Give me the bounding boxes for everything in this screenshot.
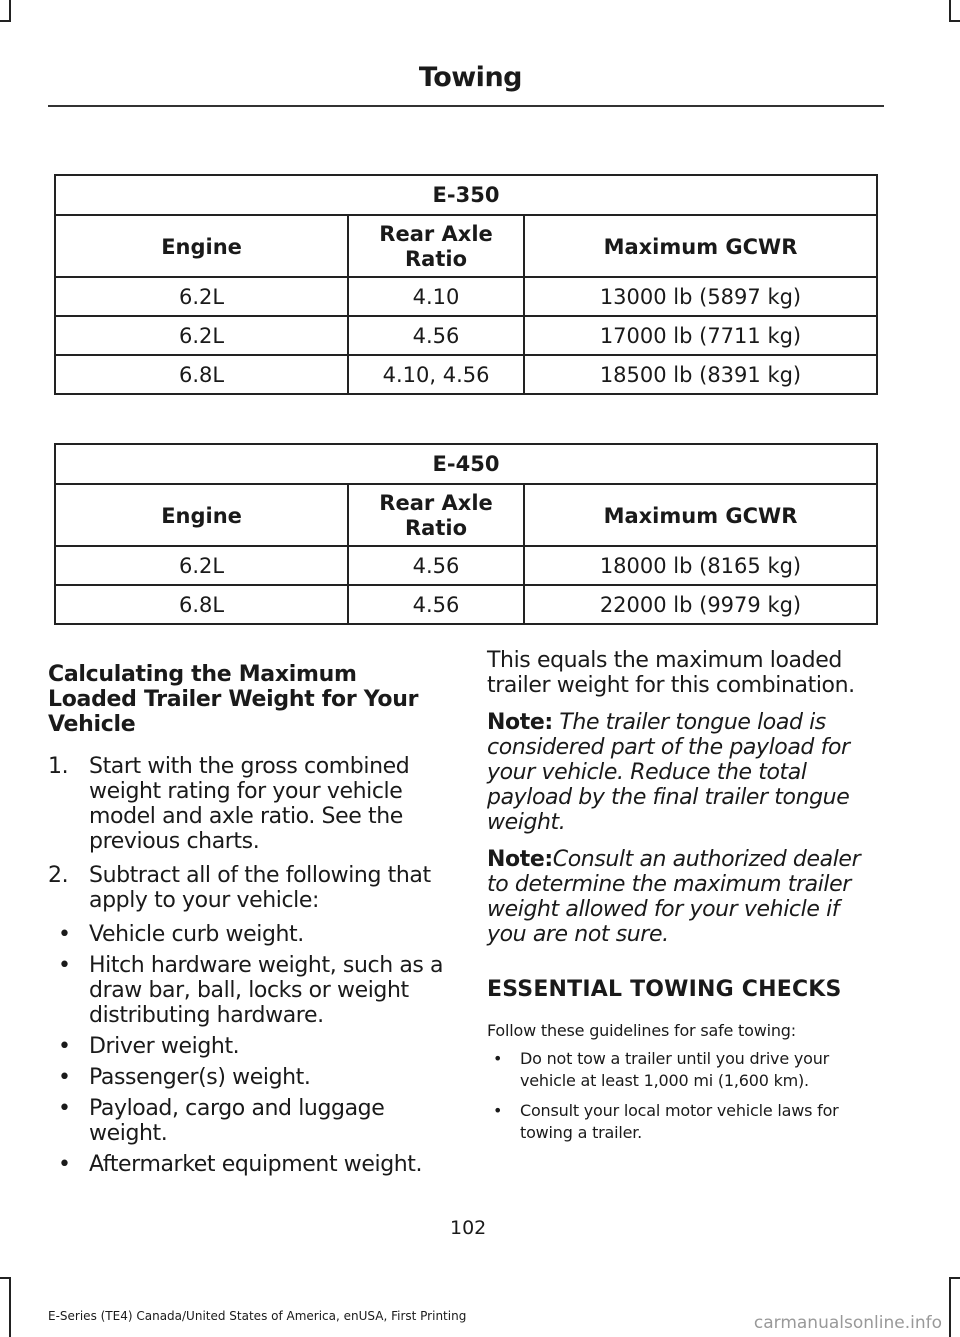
- note-label: Note:: [487, 847, 553, 872]
- list-item: [48, 863, 444, 913]
- crop-mark: [949, 1277, 960, 1279]
- page-title: Towing: [418, 62, 522, 93]
- cell-gcwr: 18000 lb (8165 kg): [524, 546, 877, 585]
- crop-mark: [9, 1277, 11, 1337]
- cell-engine: 6.2L: [55, 316, 348, 355]
- list-item: [48, 754, 444, 854]
- table-row: [55, 316, 877, 355]
- col-header-axle: [348, 484, 524, 546]
- page-number: 102: [450, 1217, 487, 1239]
- table-title: E-350: [55, 175, 877, 215]
- crop-mark: [949, 0, 951, 22]
- table-row: [55, 277, 877, 316]
- bullet-text: Passenger(s) weight.: [89, 1065, 311, 1090]
- list-text: Subtract all of the following that apply to your vehicle:: [89, 863, 431, 913]
- bullet-text: Payload, cargo and luggage weight.: [89, 1096, 385, 1146]
- bullet-item: [48, 922, 444, 947]
- bullet-glyph: •: [58, 1096, 71, 1121]
- col-header-axle-label: Rear Axle Ratio: [379, 222, 493, 271]
- crop-mark: [949, 1277, 951, 1337]
- section-title: ESSENTIAL TOWING CHECKS: [487, 977, 842, 1002]
- cell-gcwr: 18500 lb (8391 kg): [524, 355, 877, 394]
- bullet-glyph: •: [493, 1049, 503, 1068]
- intro-paragraph: This equals the maximum loaded trailer weight for this combination.: [487, 648, 855, 698]
- crop-mark: [0, 1277, 11, 1279]
- bullet-text: Aftermarket equipment weight.: [89, 1152, 423, 1177]
- col-header-engine: Engine: [55, 215, 348, 277]
- section-heading: Calculating the Maximum Loaded Trailer Weight for Your Vehicle: [48, 662, 419, 737]
- cell-axle: 4.10, 4.56: [348, 355, 524, 394]
- bullet-text: Driver weight.: [89, 1034, 240, 1059]
- col-header-engine: Engine: [55, 484, 348, 546]
- e450-table: [54, 443, 878, 625]
- bullet-item: [48, 1096, 444, 1146]
- guidelines-intro: Follow these guidelines for safe towing:: [487, 1021, 796, 1040]
- bullet-item: [48, 1065, 444, 1090]
- list-text: Start with the gross combined weight rating for your vehicle model and axle ratio. See the previous charts.: [89, 754, 410, 854]
- cell-axle: 4.56: [348, 316, 524, 355]
- cell-gcwr: 22000 lb (9979 kg): [524, 585, 877, 624]
- col-header-axle: [348, 215, 524, 277]
- crop-mark: [949, 20, 960, 22]
- bullet-item: [487, 1048, 883, 1092]
- cell-engine: 6.2L: [55, 546, 348, 585]
- col-header-gcwr: Maximum GCWR: [524, 484, 877, 546]
- note-paragraph: [487, 847, 883, 947]
- bullet-text: Do not tow a trailer until you drive your vehicle at least 1,000 mi (1,600 km).: [520, 1049, 830, 1090]
- table-title: E-450: [55, 444, 877, 484]
- bullet-item: [487, 1100, 883, 1144]
- footer-text: E-Series (TE4) Canada/United States of America, enUSA, First Printing: [48, 1309, 467, 1323]
- table-row: [55, 585, 877, 624]
- bullet-glyph: •: [58, 953, 71, 978]
- note-paragraph: [487, 710, 883, 835]
- note-text: The trailer tongue load is considered part of the payload for your vehicle. Reduce the total payload by the final trailer tongue weight.: [487, 710, 850, 835]
- bullet-text: Vehicle curb weight.: [89, 922, 304, 947]
- header-rule: [48, 105, 884, 107]
- bullet-glyph: •: [58, 1065, 71, 1090]
- table-row: [55, 355, 877, 394]
- cell-gcwr: 17000 lb (7711 kg): [524, 316, 877, 355]
- bullet-item: [48, 1152, 444, 1177]
- bullet-item: [48, 953, 444, 1028]
- bullet-glyph: •: [58, 922, 71, 947]
- note-text: Consult an authorized dealer to determine the maximum trailer weight allowed for your vehicle if you are not sure.: [487, 847, 861, 947]
- crop-mark: [9, 0, 11, 22]
- cell-axle: 4.56: [348, 585, 524, 624]
- table-row: [55, 546, 877, 585]
- e350-table: [54, 174, 878, 395]
- cell-axle: 4.10: [348, 277, 524, 316]
- right-column: [487, 648, 883, 1144]
- watermark: carmanualsonline.info: [753, 1313, 942, 1333]
- crop-mark: [0, 20, 11, 22]
- cell-engine: 6.2L: [55, 277, 348, 316]
- list-number: 2.: [48, 863, 69, 888]
- cell-axle: 4.56: [348, 546, 524, 585]
- col-header-gcwr: Maximum GCWR: [524, 215, 877, 277]
- bullet-text: Hitch hardware weight, such as a draw bar, ball, locks or weight distributing hardware.: [89, 953, 444, 1028]
- left-column: [48, 662, 444, 1177]
- cell-engine: 6.8L: [55, 585, 348, 624]
- list-number: 1.: [48, 754, 69, 779]
- bullet-glyph: •: [58, 1034, 71, 1059]
- col-header-axle-label: Rear Axle Ratio: [379, 491, 493, 540]
- note-label: Note:: [487, 710, 553, 735]
- cell-engine: 6.8L: [55, 355, 348, 394]
- bullet-item: [48, 1034, 444, 1059]
- bullet-text: Consult your local motor vehicle laws for towing a trailer.: [520, 1101, 839, 1142]
- bullet-glyph: •: [493, 1101, 503, 1120]
- cell-gcwr: 13000 lb (5897 kg): [524, 277, 877, 316]
- bullet-glyph: •: [58, 1152, 71, 1177]
